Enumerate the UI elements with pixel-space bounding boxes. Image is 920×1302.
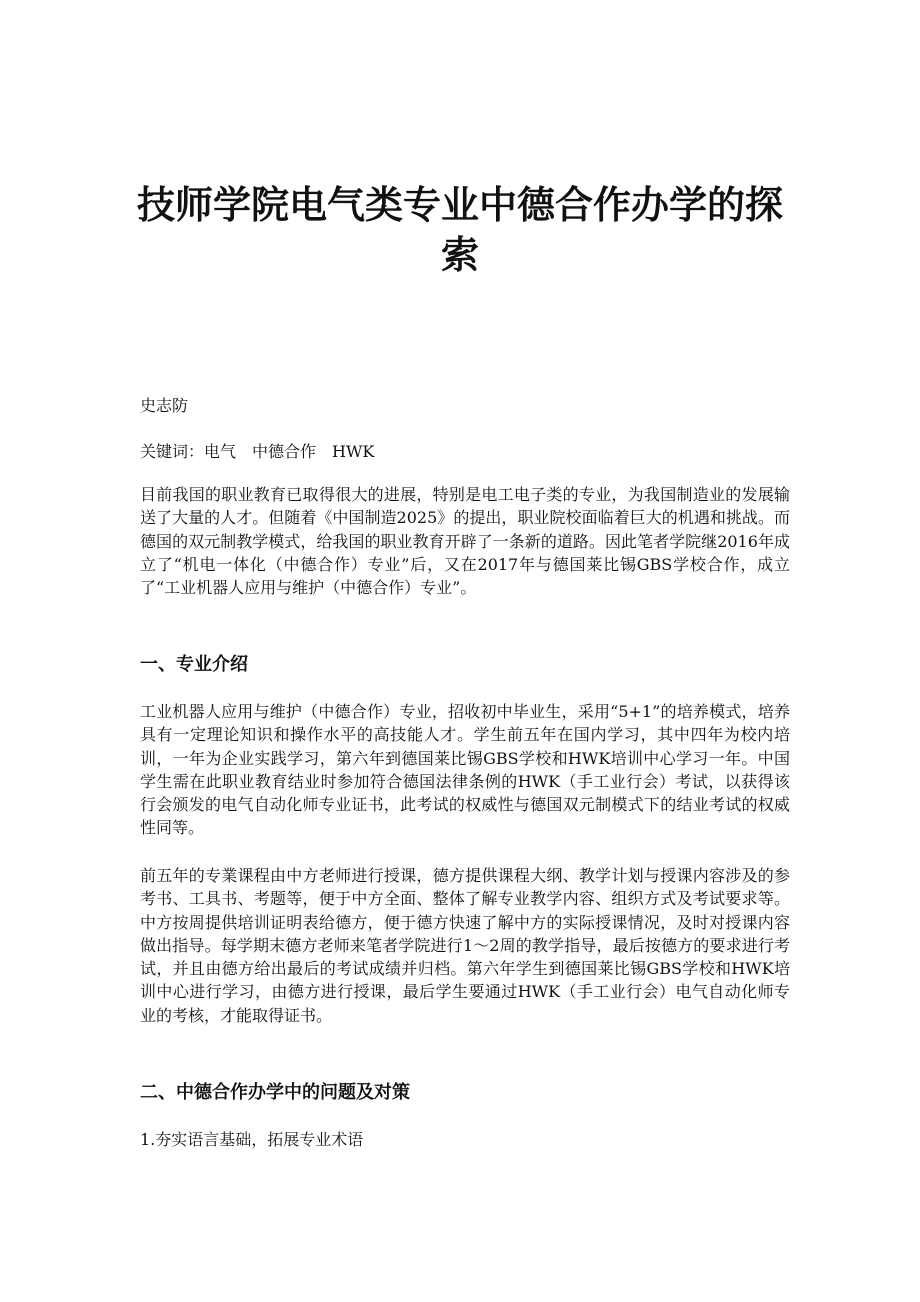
section-1-paragraph-1: 工业机器人应用与维护（中德合作）专业，招收初中毕业生，采用“5+1”的培养模式，培养具有一定理论知识和操作水平的高技能人才。学生前五年在国内学习，其中四年为校内培训，一年为企业实践学习，第六年到德国莱比锡GBS学校和HWK培训中心学习一年。中国学生需在此职业教育结业时参加符合德国法律条例的HWK（手工业行会）考试，以获得该行会颁发的电气自动化师专业证书，此考试的权威性与德国双元制模式下的结业考试的权威性同等。: [140, 702, 790, 838]
section-1-paragraph-2: 前五年的专業课程由中方老师进行授课，德方提供课程大纲、教学计划与授课内容涉及的参考书、工具书、考题等，便于中方全面、整体了解专业教学内容、组织方式及考试要求等。中方按周提供培训证明表给德方，便于德方快速了解中方的实际授课情况，及时对授课内容做出指导。每学期末德方老师来笔者学院进行1～2周的教学指导，最后按德方的要求进行考试，并且由德方给出最后的考试成绩并归档。第六年学生到德国莱比锡GBS学校和HWK培训中心进行学习，由德方进行授课，最后学生要通过HWK（手工业行会）电气自动化师专业的考核，才能取得证书。: [140, 866, 790, 1025]
author-name: 史志防: [140, 396, 189, 415]
keywords-line: 关键词：电气 中德合作 HWK: [140, 442, 375, 461]
section-2-heading: 二、中德合作办学中的问题及对策: [140, 1082, 410, 1103]
intro-paragraph: 目前我国的职业教育已取得很大的进展，特别是电工电子类的专业，为我国制造业的发展输送了大量的人才。但随着《中国制造2025》的提出，职业院校面临着巨大的机遇和挑战。而德国的双元制教学模式，给我国的职业教育开辟了一条新的道路。因此笔者学院继2016年成立了“机电一体化（中德合作）专业”后，又在2017年与德国莱比锡GBS学校合作，成立了“工业机器人应用与维护（中德合作）专业”。: [140, 485, 790, 598]
section-1-heading: 一、专业介绍: [140, 654, 248, 675]
section-2-subheading: 1.夯实语言基础，拓展专业术语: [140, 1130, 364, 1149]
document-title: 技师学院电气类专业中德合作办学的探索: [136, 183, 783, 277]
